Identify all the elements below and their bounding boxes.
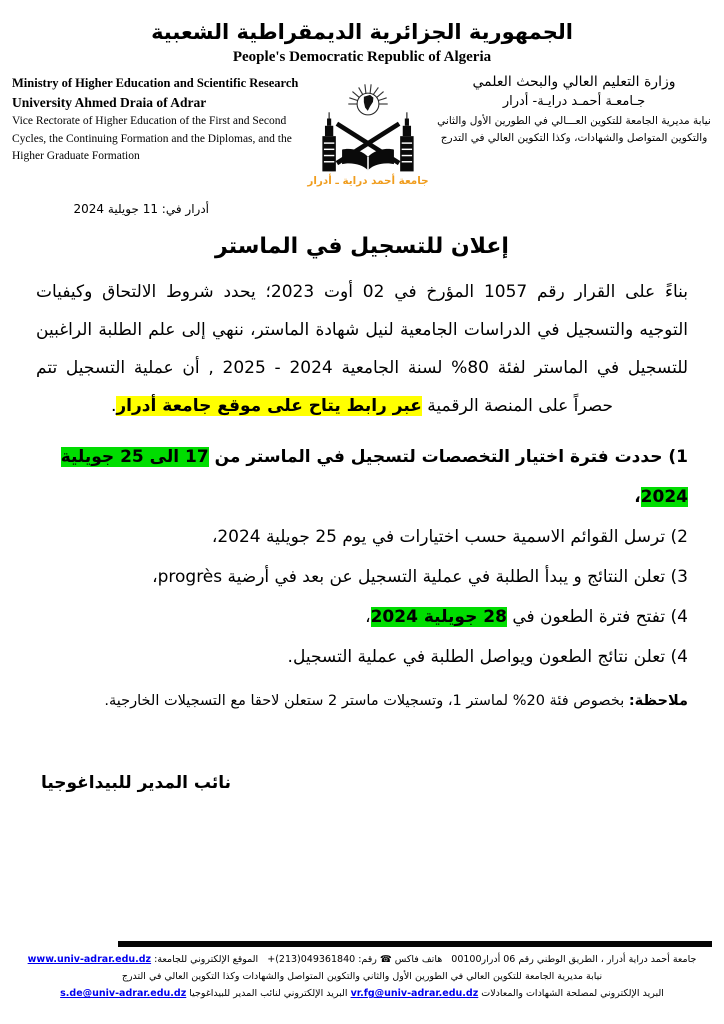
letterhead-arabic-block — [436, 74, 712, 188]
note-line — [36, 687, 688, 715]
footer — [6, 951, 718, 1002]
list-item-4 — [36, 597, 688, 637]
list-item-text: 4) تفتح فترة الطعون في — [506, 607, 688, 627]
tower-icon-right — [400, 112, 413, 171]
footer-website-label: الموقع الإلكتروني للجامعة: — [154, 954, 259, 965]
paragraph-line: للتسجيل في الماستر لفئة 80% لسنة الجامعية 2024 - 2025 , أن عملية التسجيل تتم — [36, 358, 689, 378]
list-item-text: 3) تعلن النتائج و يبدأ الطلبة في عملية التسجيل عن بعد في أرضية progrès، — [152, 567, 688, 587]
phone-icon: ☎ — [379, 954, 392, 965]
paragraph-text: حصراً على المنصة الرقمية — [421, 396, 613, 416]
numbered-list — [36, 437, 688, 677]
university-name-en: University Ahmed Draia of Adrar — [12, 95, 207, 111]
footer-phone-label: هاتف فاكس — [394, 954, 443, 965]
logo-container — [300, 74, 436, 188]
list-item-suffix: ، — [365, 607, 371, 627]
footer-phone-number: +(213)049361840 — [267, 954, 356, 965]
note-text: بخصوص فئة 20% لماستر 1، وتسجيلات ماستر 2 ستعلن لاحقا مع التسجيلات الخارجية. — [104, 693, 629, 709]
announcement-title: إعلان للتسجيل في الماستر — [215, 234, 509, 259]
vice-rectorate-ar: نيابة مديرية الجامعة للتكوين العـــالي في الطورين الأول والثاني والتكوين المتواصل والشهادات، وكذا التكوين العالي في التدرج — [437, 115, 711, 144]
republic-title-english: People's Democratic Republic of Algeria — [232, 49, 492, 65]
list-item-text: 1) حددت فترة اختيار التخصصات لتسجيل في الماستر من — [208, 447, 688, 467]
ministry-name-ar: وزارة التعليم العالي والبحث العلمي — [472, 74, 676, 90]
footer-email-line — [6, 985, 718, 1002]
footer-phone-num-label: رقم: — [358, 954, 377, 965]
signature-title: نائب المدير للبيداغوجيا — [40, 773, 232, 793]
letterhead — [0, 74, 724, 188]
email2-link[interactable]: s.de@univ-adrar.edu.dz — [60, 988, 187, 1000]
vice-rectorate-en: Vice Rectorate of Higher Education of the First and Second Cycles, the Continuing Formation and the Diplomas, and the Higher Graduate Formation — [12, 115, 292, 162]
list-item-5 — [36, 637, 688, 677]
tower-icon-left — [322, 112, 335, 171]
paragraph-line — [36, 387, 688, 425]
list-item-2 — [36, 517, 688, 557]
footer-email1-label: البريد الإلكتروني لمصلحة الشهادات والمعادلات — [481, 988, 664, 1000]
university-name-ar: جـامعـة أحمـد درايـة- أدرار — [502, 94, 646, 109]
yellow-highlight: عبر رابط يتاح على موقع جامعة أدرار — [116, 396, 422, 416]
letterhead-english-block — [12, 74, 300, 188]
announcement-body — [36, 273, 688, 715]
paragraph-period: . — [110, 396, 117, 416]
date-line: أدرار في: 11 جويلية 2024 — [73, 202, 209, 216]
note-label: ملاحظة: — [628, 693, 688, 709]
footer-email2-label: البريد الإلكتروني لنائب المدير للبيداغوجيا — [189, 988, 348, 1000]
email1-link[interactable]: vr.fg@univ-adrar.edu.dz — [350, 988, 479, 1000]
list-item-3 — [36, 557, 688, 597]
footer-department-line: نيابة مديرية الجامعة للتكوين العالي في الطورين الأول والثاني والتكوين المتواصل والشهادات وكذا التكوين العالي في التدرج — [121, 971, 603, 983]
list-item-text: 2) ترسل القوائم الاسمية حسب اختيارات في يوم 25 جويلية 2024، — [211, 527, 688, 547]
list-item-1 — [36, 437, 688, 517]
university-logo — [302, 76, 434, 188]
website-link[interactable]: www.univ-adrar.edu.dz — [27, 954, 152, 965]
list-item-text: 4) تعلن نتائج الطعون ويواصل الطلبة في عملية التسجيل. — [287, 647, 688, 667]
logo-banner-text: جامعة أحمد دراية ـ أدرار — [307, 174, 429, 187]
footer-contact-line — [6, 951, 718, 968]
footer-divider — [118, 941, 712, 947]
republic-title-arabic: الجمهورية الجزائرية الديمقراطية الشعبية — [151, 20, 573, 44]
green-highlight: 28 جويلية 2024 — [370, 607, 507, 627]
ministry-name-en: Ministry of Higher Education and Scientific Research — [12, 76, 299, 90]
paragraph-line: بناءً على القرار رقم 1057 المؤرخ في 02 أوت 2023؛ يحدد شروط الالتحاق وكيفيات — [36, 282, 688, 302]
green-highlight: 17 الى 25 جويلية 2024 — [60, 447, 688, 507]
paragraph-line: التوجيه والتسجيل في الدراسات الجامعية لنيل شهادة الماستر، ننهي إلى علم الطلبة الراغبين — [36, 320, 688, 340]
list-item-suffix: ، — [634, 487, 641, 507]
footer-address: جامعة أحمد دراية أدرار ، الطريق الوطني رقم 06 أدرار00100 — [451, 954, 697, 965]
